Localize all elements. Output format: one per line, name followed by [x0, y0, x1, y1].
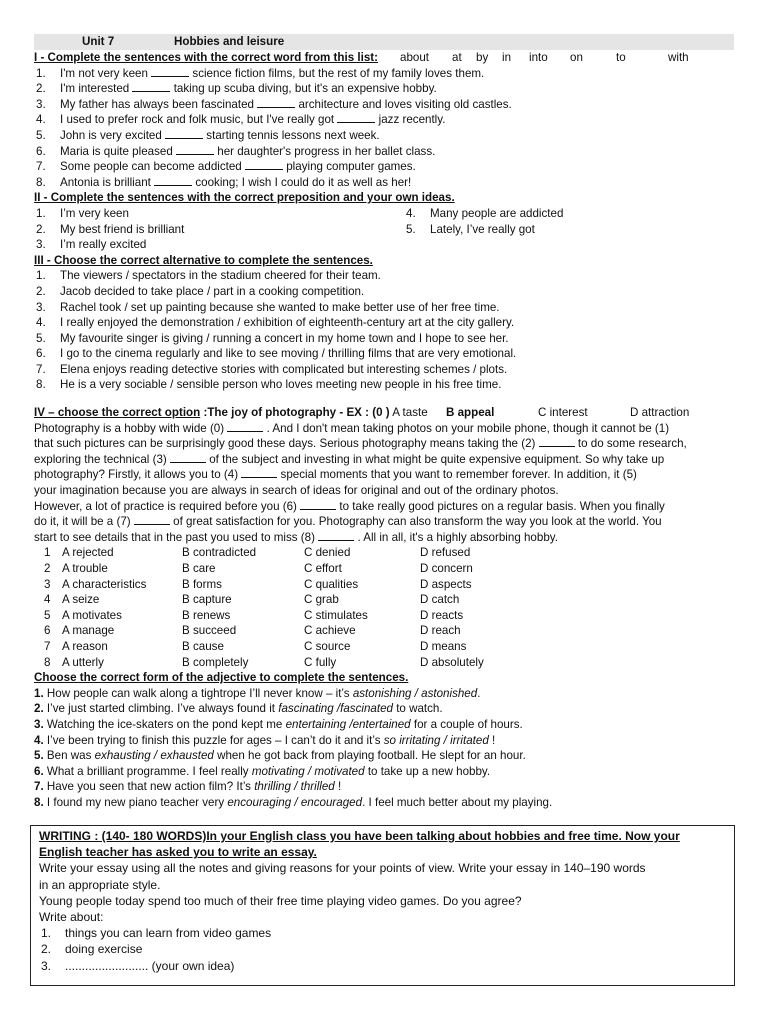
options-row	[34, 639, 734, 655]
list-item	[34, 66, 734, 82]
item-text: architecture and loves visiting old castles.	[298, 97, 512, 111]
list-item	[34, 779, 734, 795]
list-item	[34, 237, 734, 253]
item-text: Maria is quite pleased	[60, 144, 173, 158]
answer-blank[interactable]	[154, 176, 192, 186]
item-number: 3.	[36, 97, 46, 111]
example-option-c: C interest	[538, 406, 588, 420]
list-item	[39, 958, 726, 974]
item-number: 5.	[34, 749, 44, 763]
option-c[interactable]: C achieve	[304, 624, 356, 638]
item-text: science fiction films, but the rest of my family loves them.	[192, 66, 485, 80]
passage-text: to do some research,	[577, 437, 687, 451]
answer-blank[interactable]	[170, 453, 206, 463]
section-4-heading-row	[34, 405, 734, 421]
option-a[interactable]: A reason	[62, 639, 108, 653]
prep-word: about	[400, 51, 430, 64]
section-1-heading-row	[34, 50, 734, 66]
item-text: I found my new piano teacher very	[46, 795, 228, 809]
item-text: I'm not very keen	[60, 66, 148, 80]
passage-text: . All in all, it's a highly absorbing hobby.	[357, 530, 558, 544]
item-number: 6.	[36, 144, 46, 158]
item-text: !	[334, 780, 342, 794]
unit-number: Unit 7	[82, 35, 115, 48]
passage-text: start to see details that in the past you used to miss (8)	[34, 530, 315, 544]
item-text: He is a very sociable / sensible person who loves meeting new people in his free time.	[60, 378, 502, 392]
option-c[interactable]: C source	[304, 639, 351, 653]
answer-blank[interactable]	[134, 515, 170, 525]
item-number: 8.	[34, 795, 44, 809]
item-text: The viewers / spectators in the stadium cheered for their team.	[60, 269, 381, 283]
write-about-label: Write about:	[39, 909, 104, 924]
options-row	[34, 577, 734, 593]
section-4-heading: IV – choose the correct option	[34, 406, 201, 420]
writing-instructions: Write your essay using all the notes and giving reasons for your points of view. Write your essay in 140–190 words	[39, 861, 646, 876]
section-1-heading: I - Complete the sentences with the correct word from this list:	[34, 51, 379, 64]
options-row	[34, 561, 734, 577]
item-number: 1.	[41, 926, 52, 941]
item-text: her daughter's progress in her ballet class.	[217, 144, 436, 158]
option-d[interactable]: D absolutely	[420, 655, 484, 669]
option-a[interactable]: A characteristics	[62, 577, 147, 591]
item-text: Rachel took / set up painting because she wanted to make better use of her free time.	[60, 300, 500, 314]
item-text: Lately, I’ve really got	[430, 222, 535, 236]
option-c[interactable]: C fully	[304, 655, 337, 669]
section-2-heading: II - Complete the sentences with the correct preposition and your own ideas.	[34, 191, 455, 205]
list-item	[34, 144, 734, 160]
list-item	[39, 925, 726, 941]
passage-text: special moments that you want to remember forever. In addition, it (5)	[280, 468, 637, 482]
list-item	[34, 701, 734, 717]
item-text: for a couple of hours.	[410, 717, 523, 731]
option-d[interactable]: D reach	[420, 624, 461, 638]
item-number: 1.	[36, 66, 46, 80]
passage-text: Photography is a hobby with wide (0)	[34, 421, 225, 435]
options-row	[34, 608, 734, 624]
adjective-choices[interactable]: entertaining /entertained	[285, 717, 411, 731]
item-number: 5.	[36, 331, 46, 345]
item-text: !	[488, 733, 496, 747]
unit-header	[34, 34, 734, 50]
passage-line	[34, 499, 734, 515]
item-text: Jacob decided to take place / part in a cooking competition.	[60, 284, 365, 298]
item-number: 2.	[36, 222, 46, 236]
passage-text: of great satisfaction for you. Photography can also transform the way you look at the world. You	[173, 515, 662, 529]
item-text: I’ve been trying to finish this puzzle for ages – I can’t do it and it’s	[46, 733, 384, 747]
adjective-choices[interactable]: astonishing / astonished	[352, 686, 478, 700]
item-number: 2.	[41, 942, 52, 957]
item-text: Antonia is brilliant	[60, 175, 151, 189]
item-text: Elena enjoys reading detective stories with complicated but interesting schemes / plots.	[60, 362, 508, 376]
list-item	[34, 764, 734, 780]
prep-word: to	[616, 51, 626, 64]
section-5-heading-row	[34, 670, 734, 686]
item-text: to take up a new hobby.	[364, 764, 491, 778]
option-b[interactable]: B capture	[182, 593, 232, 607]
item-text: when he got back from playing football. He slept for an hour.	[213, 749, 526, 763]
list-item	[34, 128, 734, 144]
item-number: 8.	[36, 378, 46, 392]
item-number: 5.	[406, 222, 416, 236]
list-item	[34, 268, 734, 284]
prep-word: on	[570, 51, 583, 64]
passage-text: of the subject and investing in what might be quite expensive equipment. So why take up	[209, 452, 665, 466]
item-number: 3.	[41, 958, 52, 973]
item-text: What a brilliant programme. I feel really	[46, 764, 252, 778]
option-b[interactable]: B completely	[182, 655, 249, 669]
answer-blank[interactable]	[176, 145, 214, 155]
item-text: starting tennis lessons next week.	[206, 128, 380, 142]
passage-line	[34, 467, 734, 483]
option-d[interactable]: D refused	[420, 546, 471, 560]
list-item	[34, 159, 734, 175]
item-number: 4.	[36, 316, 46, 330]
answer-blank[interactable]	[241, 468, 277, 478]
options-row	[34, 623, 734, 639]
option-c[interactable]: C qualities	[304, 577, 359, 591]
item-number: 6.	[34, 764, 44, 778]
adjective-choices[interactable]: thrilling / thrilled	[254, 780, 335, 794]
adjective-choices[interactable]: fascinating /fascinated	[278, 702, 393, 716]
item-number: 3.	[34, 717, 44, 731]
item-text: Have you seen that new action film? It’s	[46, 780, 255, 794]
item-number: 3.	[36, 300, 46, 314]
section-2-heading-row	[34, 190, 734, 206]
item-text: My favourite singer is giving / running a concert in my home town and I hope to see her.	[60, 331, 509, 345]
item-text: Some people can become addicted	[60, 160, 242, 174]
option-a[interactable]: A trouble	[62, 562, 108, 575]
item-number: 8.	[36, 175, 46, 189]
item-number: 4.	[34, 733, 44, 747]
writing-task-box	[30, 825, 735, 986]
adjective-choices[interactable]: encouraging / encouraged	[227, 795, 363, 809]
option-b[interactable]: B care	[182, 562, 216, 575]
list-item	[39, 941, 726, 957]
option-d[interactable]: D means	[420, 639, 467, 653]
item-text: My best friend is brilliant	[60, 222, 185, 236]
passage-text: that such pictures can be surprisingly good these days. Serious photography means taking the (2)	[34, 437, 536, 451]
list-item	[34, 222, 734, 238]
passage-text: However, a lot of practice is required before you (6)	[34, 499, 297, 513]
section-5-heading: Choose the correct form of the adjective to complete the sentences.	[34, 671, 409, 685]
adjective-choices[interactable]: motivating / motivated	[251, 764, 365, 778]
passage-line	[34, 421, 734, 437]
prep-word: at	[452, 51, 462, 64]
item-number: 2.	[36, 284, 46, 298]
item-number: 3.	[36, 238, 46, 252]
question-number: 7	[44, 639, 51, 653]
example-option-b: B appeal	[446, 406, 495, 420]
item-text: taking up scuba diving, but it's an expensive hobby.	[173, 82, 437, 96]
item-text: . I feel much better about my playing.	[362, 795, 553, 809]
example-option-a: A taste	[392, 406, 428, 420]
item-text: Watching the ice-skaters on the pond kept me	[46, 717, 286, 731]
passage-line	[34, 530, 734, 546]
adjective-choices[interactable]: so irritating / irritated	[383, 733, 489, 747]
option-d[interactable]: D aspects	[420, 577, 472, 591]
adjective-choices[interactable]: exhausting / exhausted	[94, 749, 214, 763]
item-text: .	[477, 686, 481, 700]
item-text: Many people are addicted	[430, 206, 564, 220]
question-number: 8	[44, 655, 51, 669]
prep-word: in	[502, 51, 512, 64]
item-text: things you can learn from video games	[65, 926, 272, 941]
item-text: Ben was	[46, 749, 95, 763]
writing-heading-cont: English teacher has asked you to write an essay.	[39, 845, 317, 860]
item-text: How people can walk along a tightrope I’ll never know – it’s	[46, 686, 353, 700]
option-b[interactable]: B cause	[182, 639, 224, 653]
list-item	[34, 112, 734, 128]
answer-blank[interactable]	[227, 422, 263, 432]
writing-heading: WRITING : (140- 180 WORDS)In your English class you have been talking about hobbies and free time. Now your	[39, 829, 680, 843]
item-text: to watch.	[392, 702, 443, 716]
prep-word: into	[529, 51, 548, 64]
list-item	[34, 175, 734, 191]
answer-blank[interactable]	[300, 500, 336, 510]
answer-blank[interactable]	[337, 113, 375, 123]
example-label: EX : (0 )	[346, 406, 390, 420]
option-c[interactable]: C effort	[304, 562, 342, 575]
prep-word: with	[668, 51, 689, 64]
passage-text: your imagination because you are always in search of ideas for original and out of the ordinary photos.	[34, 484, 559, 498]
item-number: 7.	[36, 160, 46, 174]
option-b[interactable]: B renews	[182, 608, 231, 622]
item-number: 4.	[406, 206, 416, 220]
item-text: My father has always been fascinated	[60, 97, 254, 111]
passage-line	[34, 452, 734, 468]
item-number: 5.	[36, 128, 46, 142]
item-number: 7.	[36, 362, 46, 376]
worksheet	[34, 34, 734, 811]
list-item	[34, 686, 734, 702]
answer-blank[interactable]	[539, 437, 575, 447]
item-text: ......................... (your own idea)	[65, 958, 235, 973]
prep-word: by	[476, 51, 489, 64]
passage-text: exploring the technical (3)	[34, 452, 167, 466]
passage-text: photography? Firstly, it allows you to (4)	[34, 468, 239, 482]
answer-blank[interactable]	[165, 129, 203, 139]
list-item	[34, 331, 734, 347]
question-number: 6	[44, 624, 51, 638]
option-a[interactable]: A manage	[62, 624, 115, 638]
list-item	[34, 795, 734, 811]
answer-blank[interactable]	[132, 82, 170, 92]
option-c[interactable]: C grab	[304, 593, 339, 607]
question-number: 5	[44, 608, 51, 622]
list-item	[34, 315, 734, 331]
list-item	[34, 97, 734, 113]
option-d[interactable]: D catch	[420, 593, 460, 607]
unit-topic: Hobbies and leisure	[174, 35, 285, 48]
item-number: 1.	[36, 206, 46, 220]
list-item	[34, 206, 734, 222]
list-item	[34, 300, 734, 316]
item-text: cooking; I wish I could do it as well as her!	[195, 175, 412, 189]
writing-instructions-cont: in an appropriate style.	[39, 877, 161, 892]
list-item	[34, 748, 734, 764]
list-item	[34, 362, 734, 378]
section-4-title: :The joy of photography -	[203, 406, 344, 420]
answer-blank[interactable]	[245, 160, 283, 170]
answer-blank[interactable]	[257, 98, 295, 108]
option-a[interactable]: A rejected	[62, 546, 114, 560]
option-a[interactable]: A motivates	[62, 608, 122, 622]
list-item	[34, 717, 734, 733]
answer-blank[interactable]	[318, 531, 354, 541]
item-text: I'm interested	[60, 82, 130, 96]
passage-text: to take really good pictures on a regular basis. When you finally	[339, 499, 665, 513]
item-text: John is very excited	[60, 128, 162, 142]
example-option-d: D attraction	[630, 406, 690, 420]
options-row	[34, 655, 734, 671]
item-number: 2.	[34, 702, 44, 716]
passage-text: . And I don't mean taking photos on your mobile phone, though it cannot be (1)	[266, 421, 670, 435]
question-number: 2	[44, 562, 51, 575]
option-a[interactable]: A seize	[62, 593, 100, 607]
list-item	[34, 284, 734, 300]
item-text: I used to prefer rock and folk music, but I've really got	[60, 113, 335, 127]
list-item	[34, 377, 734, 393]
item-number: 1.	[34, 686, 44, 700]
item-number: 2.	[36, 82, 46, 96]
list-item	[34, 81, 734, 97]
question-number: 4	[44, 593, 51, 607]
item-text: doing exercise	[65, 942, 143, 957]
item-text: I’ve just started climbing. I’ve always found it	[46, 702, 279, 716]
option-c[interactable]: C stimulates	[304, 608, 368, 622]
question-number: 3	[44, 577, 51, 591]
item-number: 6.	[36, 347, 46, 361]
item-text: I’m really excited	[60, 238, 147, 252]
option-d[interactable]: D reacts	[420, 608, 464, 622]
section-3-heading: III - Choose the correct alternative to complete the sentences.	[34, 253, 373, 267]
list-item	[34, 346, 734, 362]
option-b[interactable]: B contradicted	[182, 546, 257, 560]
item-number: 7.	[34, 780, 44, 794]
section-3-heading-row	[34, 253, 734, 269]
question-number: 1	[44, 546, 51, 560]
option-d[interactable]: D concern	[420, 562, 473, 575]
item-text: I go to the cinema regularly and like to see moving / thrilling films that are very emotional.	[60, 347, 517, 361]
passage-line	[34, 483, 734, 499]
item-text: jazz recently.	[378, 113, 446, 127]
passage-line	[34, 514, 734, 530]
item-text: I’m very keen	[60, 206, 129, 220]
option-b[interactable]: B succeed	[182, 624, 237, 638]
option-b[interactable]: B forms	[182, 577, 222, 591]
option-a[interactable]: A utterly	[62, 655, 104, 669]
answer-blank[interactable]	[151, 67, 189, 77]
item-text: playing computer games.	[286, 160, 416, 174]
passage-text: do it, it will be a (7)	[34, 515, 131, 529]
passage-line	[34, 436, 734, 452]
item-number: 4.	[36, 113, 46, 127]
options-row	[34, 545, 734, 561]
item-number: 1.	[36, 269, 46, 283]
item-text: I really enjoyed the demonstration / exhibition of eighteenth-century art at the city gallery.	[60, 316, 515, 330]
option-c[interactable]: C denied	[304, 546, 351, 560]
list-item	[34, 733, 734, 749]
writing-prompt: Young people today spend too much of their free time playing video games. Do you agree?	[39, 893, 522, 908]
options-row	[34, 592, 734, 608]
